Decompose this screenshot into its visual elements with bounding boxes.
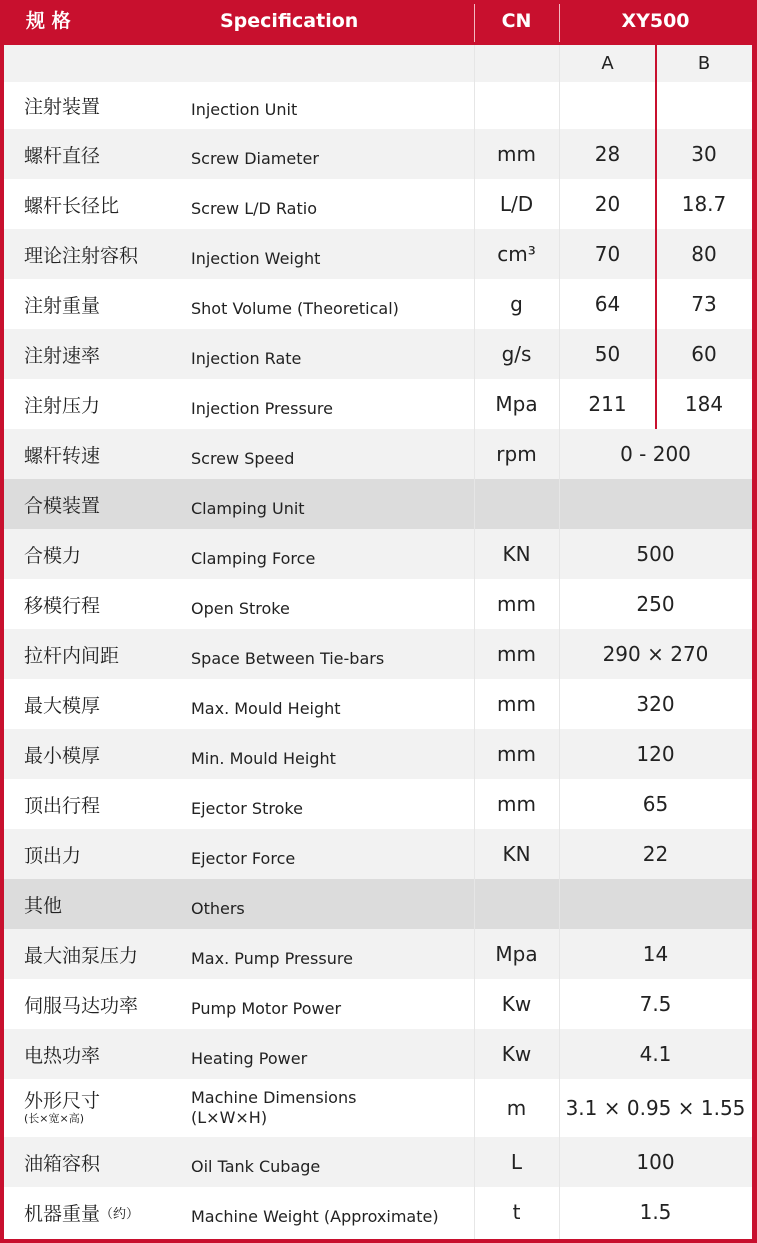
row-name-cn bbox=[24, 1079, 100, 1137]
row-name-en: Open Stroke bbox=[191, 598, 290, 618]
row-name-en: Screw Diameter bbox=[191, 148, 319, 168]
row-unit: L bbox=[510, 1150, 523, 1174]
row-unit: g bbox=[510, 292, 523, 316]
table-row bbox=[4, 579, 752, 629]
row-value-a: 70 bbox=[594, 242, 621, 266]
row-unit bbox=[474, 479, 559, 529]
value-divider bbox=[559, 45, 560, 1239]
row-value: 500 bbox=[636, 542, 675, 566]
row-value: 320 bbox=[636, 692, 675, 716]
table-row bbox=[4, 429, 752, 479]
row-name-cn: 拉杆内间距 bbox=[24, 644, 120, 667]
row-name-en: Injection Rate bbox=[191, 348, 302, 368]
table-row bbox=[4, 1137, 752, 1187]
row-value-a: 211 bbox=[588, 392, 627, 416]
row-name-cn: 注射速率 bbox=[24, 344, 101, 367]
row-value bbox=[559, 879, 752, 929]
row-unit: KN bbox=[502, 842, 531, 866]
row-value: 3.1 × 0.95 × 1.55 bbox=[565, 1096, 746, 1120]
row-name-cn: 合模装置 bbox=[24, 494, 101, 517]
row-unit: KN bbox=[502, 542, 531, 566]
row-name-cn: 最小模厚 bbox=[24, 744, 101, 767]
row-unit: Mpa bbox=[495, 392, 538, 416]
row-name-cn: 油箱容积 bbox=[24, 1152, 101, 1175]
row-name-en: Injection Pressure bbox=[191, 398, 333, 418]
subheader-row bbox=[4, 45, 752, 82]
table-row bbox=[4, 1029, 752, 1079]
table-row bbox=[4, 929, 752, 979]
table-row bbox=[4, 729, 752, 779]
row-value bbox=[559, 479, 752, 529]
ab-divider bbox=[655, 45, 657, 429]
row-unit: cm³ bbox=[497, 242, 536, 266]
row-unit: Kw bbox=[501, 1042, 532, 1066]
row-unit: g/s bbox=[501, 342, 532, 366]
row-unit: mm bbox=[497, 692, 536, 716]
row-value: 250 bbox=[636, 592, 675, 616]
row-value: 7.5 bbox=[639, 992, 672, 1016]
row-value: 120 bbox=[636, 742, 675, 766]
row-value: 22 bbox=[642, 842, 669, 866]
row-unit: m bbox=[506, 1096, 527, 1120]
row-name-en: Min. Mould Height bbox=[191, 748, 336, 768]
table-row bbox=[4, 479, 752, 529]
row-unit bbox=[474, 879, 559, 929]
row-value: 100 bbox=[636, 1150, 675, 1174]
row-value: 14 bbox=[642, 942, 669, 966]
row-name-en: Clamping Force bbox=[191, 548, 316, 568]
row-unit: L/D bbox=[499, 192, 534, 216]
table-row bbox=[4, 979, 752, 1029]
row-unit: mm bbox=[497, 792, 536, 816]
table-row bbox=[4, 1187, 752, 1237]
row-name-en-text: Machine Dimensions bbox=[191, 1088, 357, 1107]
row-name-en: Ejector Stroke bbox=[191, 798, 303, 818]
table-row bbox=[4, 879, 752, 929]
row-name-en: Max. Mould Height bbox=[191, 698, 341, 718]
row-name-cn: 注射装置 bbox=[24, 96, 101, 118]
row-name-cn: 注射压力 bbox=[24, 394, 101, 417]
row-value: 0 - 200 bbox=[620, 442, 691, 466]
row-name-cn bbox=[24, 1187, 139, 1237]
header-model: XY500 bbox=[621, 10, 690, 32]
table-row bbox=[4, 82, 752, 129]
row-name-en: Screw L/D Ratio bbox=[191, 198, 317, 218]
table-row bbox=[4, 329, 752, 379]
row-name-cn: 注射重量 bbox=[24, 294, 101, 317]
header-cn: CN bbox=[501, 10, 532, 32]
row-value-b: 60 bbox=[691, 342, 717, 366]
row-unit bbox=[474, 82, 559, 129]
table-row bbox=[4, 529, 752, 579]
row-name-cn: 合模力 bbox=[24, 544, 82, 567]
row-name-en: Others bbox=[191, 898, 245, 918]
row-value-a: 64 bbox=[594, 292, 621, 316]
row-name-cn: 螺杆转速 bbox=[24, 444, 101, 467]
row-value-a: 50 bbox=[594, 342, 621, 366]
table-header bbox=[0, 0, 757, 45]
col-a-label: A bbox=[601, 53, 614, 74]
row-name-cn-text: 外形尺寸 bbox=[24, 1090, 101, 1112]
row-value-b: 30 bbox=[691, 142, 717, 166]
row-value-b: 73 bbox=[691, 292, 717, 316]
row-name-cn: 螺杆长径比 bbox=[24, 194, 120, 217]
col-b-label: B bbox=[697, 53, 711, 74]
row-name-cn: 其他 bbox=[24, 894, 63, 917]
row-value-a: 20 bbox=[594, 192, 621, 216]
row-name-en: Ejector Force bbox=[191, 848, 296, 868]
row-value-b: 80 bbox=[691, 242, 717, 266]
spec-table-body bbox=[4, 45, 752, 1239]
row-value: 4.1 bbox=[639, 1042, 672, 1066]
row-value-a: 28 bbox=[594, 142, 621, 166]
row-name-cn-text: 机器重量 bbox=[24, 1202, 101, 1225]
row-name-cn: 顶出力 bbox=[24, 844, 82, 867]
row-name-en: Heating Power bbox=[191, 1048, 308, 1068]
row-name-en: Max. Pump Pressure bbox=[191, 948, 353, 968]
row-name-en-sub: (L×W×H) bbox=[191, 1108, 268, 1127]
table-row bbox=[4, 679, 752, 729]
table-row bbox=[4, 179, 752, 229]
row-value-b: 18.7 bbox=[681, 192, 727, 216]
header-spec-cn: 规 格 bbox=[26, 10, 71, 32]
table-row bbox=[4, 279, 752, 329]
table-row bbox=[4, 229, 752, 279]
row-name-en: Shot Volume (Theoretical) bbox=[191, 298, 399, 318]
row-name-cn: 移模行程 bbox=[24, 594, 101, 617]
row-name-en: Clamping Unit bbox=[191, 498, 305, 518]
row-value: 290 × 270 bbox=[602, 642, 709, 666]
row-unit: Kw bbox=[501, 992, 532, 1016]
table-row bbox=[4, 779, 752, 829]
table-row bbox=[4, 1079, 752, 1137]
row-unit: mm bbox=[497, 642, 536, 666]
row-name-en bbox=[191, 1079, 356, 1137]
unit-divider bbox=[474, 45, 475, 1239]
table-row bbox=[4, 629, 752, 679]
row-name-cn-sub: (长×宽×高) bbox=[24, 1112, 85, 1125]
row-name-en: Machine Weight (Approximate) bbox=[191, 1206, 439, 1226]
row-value-b: 184 bbox=[684, 392, 724, 416]
row-name-cn: 理论注射容积 bbox=[24, 244, 139, 267]
row-name-cn: 螺杆直径 bbox=[24, 144, 101, 167]
row-name-en: Injection Unit bbox=[191, 100, 298, 119]
row-unit: t bbox=[512, 1200, 521, 1224]
row-value: 65 bbox=[642, 792, 669, 816]
table-row bbox=[4, 379, 752, 429]
row-name-cn: 伺服马达功率 bbox=[24, 994, 139, 1017]
row-name-en: Pump Motor Power bbox=[191, 998, 342, 1018]
row-name-cn: 最大油泵压力 bbox=[24, 944, 139, 967]
row-name-en: Oil Tank Cubage bbox=[191, 1156, 321, 1176]
table-row bbox=[4, 129, 752, 179]
row-name-en: Screw Speed bbox=[191, 448, 295, 468]
row-value-a bbox=[559, 82, 656, 129]
row-name-cn: 电热功率 bbox=[24, 1044, 101, 1067]
row-name-en: Space Between Tie-bars bbox=[191, 648, 385, 668]
row-unit: mm bbox=[497, 592, 536, 616]
row-unit: Mpa bbox=[495, 942, 538, 966]
row-name-cn: 最大模厚 bbox=[24, 694, 101, 717]
row-value: 1.5 bbox=[639, 1200, 672, 1224]
header-spec-en: Specification bbox=[220, 10, 359, 32]
row-unit: rpm bbox=[496, 442, 537, 466]
row-value-b bbox=[656, 82, 752, 129]
row-name-cn-sub: （约） bbox=[100, 1206, 140, 1222]
table-row bbox=[4, 829, 752, 879]
row-unit: mm bbox=[497, 142, 536, 166]
row-name-cn: 顶出行程 bbox=[24, 794, 101, 817]
row-name-en: Injection Weight bbox=[191, 248, 321, 268]
row-unit: mm bbox=[497, 742, 536, 766]
